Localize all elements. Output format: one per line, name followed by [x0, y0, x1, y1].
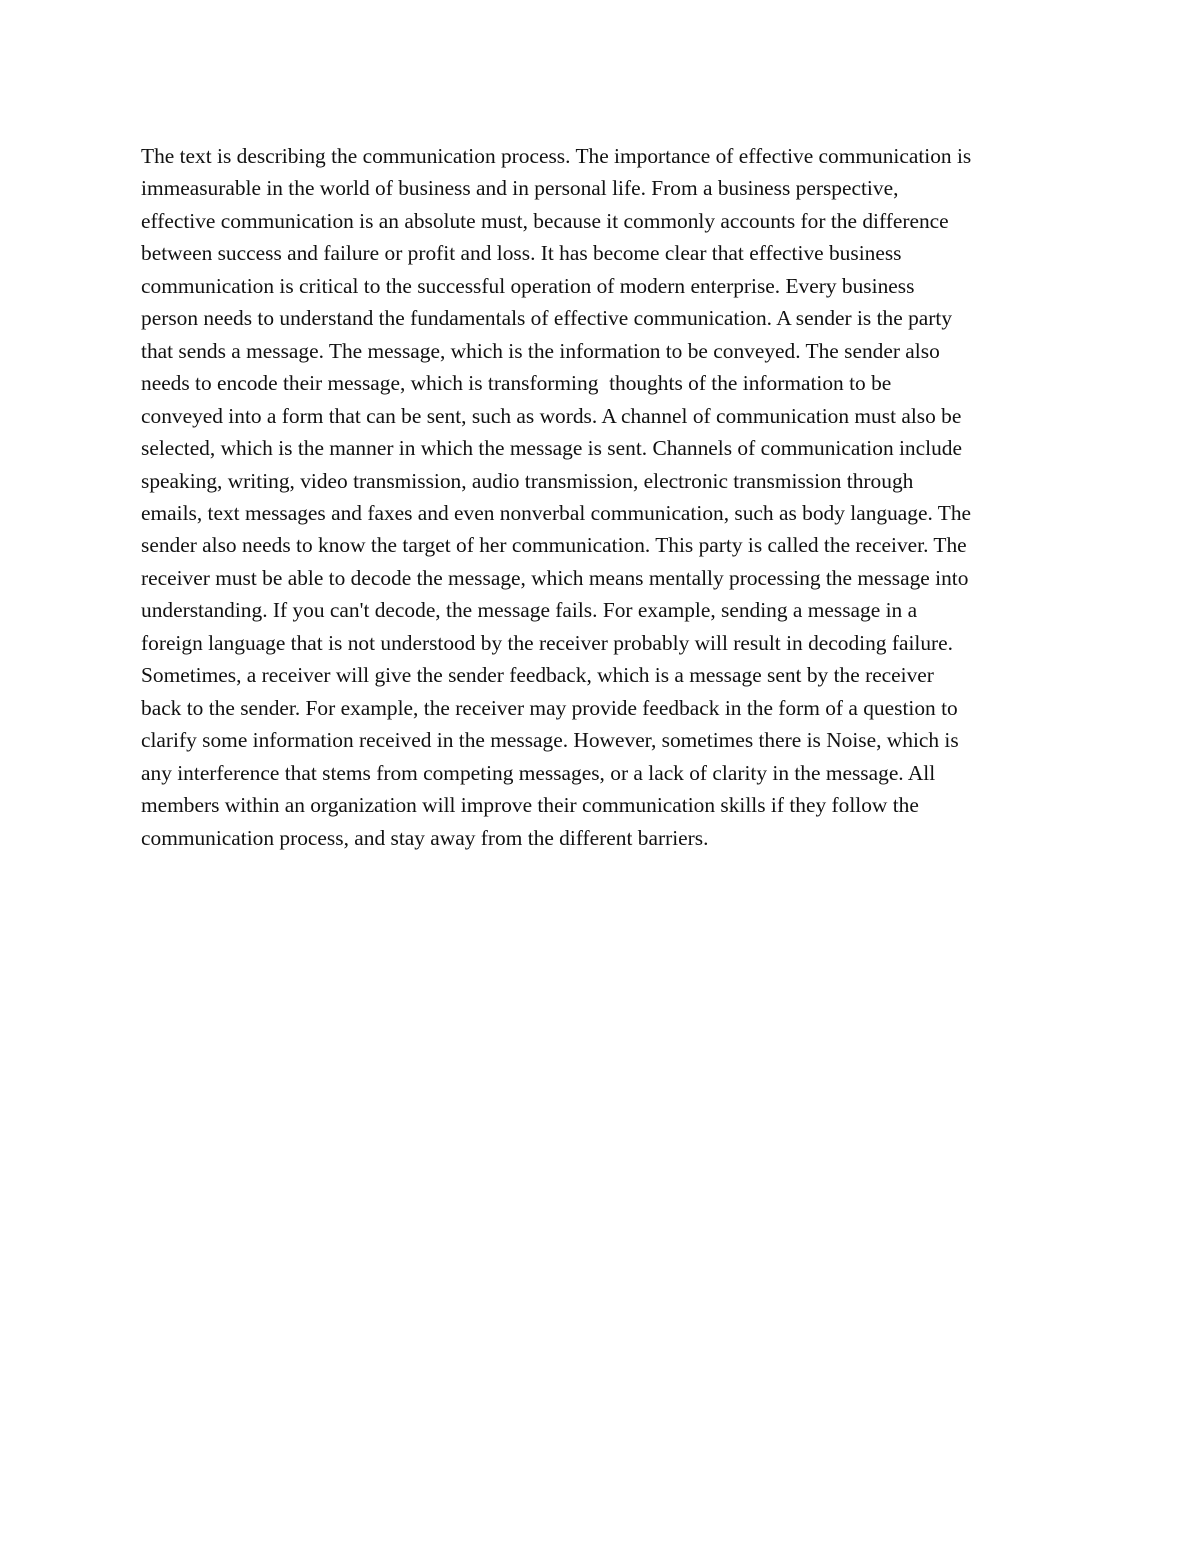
- paragraph-line: clarify some information received in the message. However, sometimes there is Noise, which is: [141, 728, 959, 753]
- paragraph-line: selected, which is the manner in which the message is sent. Channels of communication include: [141, 436, 962, 461]
- paragraph-line: Sometimes, a receiver will give the sender feedback, which is a message sent by the receiver: [141, 663, 934, 688]
- paragraph-line: The text is describing the communication process. The importance of effective communication is: [141, 144, 972, 168]
- paragraph-line: that sends a message. The message, which is the information to be conveyed. The sender also: [141, 338, 940, 363]
- paragraph-line: conveyed into a form that can be sent, such as words. A channel of communication must also be: [141, 403, 962, 428]
- paragraph-line: emails, text messages and faxes and even nonverbal communication, such as body language. The: [141, 500, 972, 525]
- paragraph-line: communication is critical to the successful operation of modern enterprise. Every business: [141, 273, 915, 298]
- paragraph-line: foreign language that is not understood by the receiver probably will result in decoding failure.: [141, 630, 954, 655]
- paragraph-line: understanding. If you can't decode, the message fails. For example, sending a message in a: [141, 598, 918, 623]
- paragraph-line: person needs to understand the fundamentals of effective communication. A sender is the party: [141, 306, 953, 331]
- paragraph-line: effective communication is an absolute must, because it commonly accounts for the difference: [141, 208, 949, 233]
- paragraph-line: members within an organization will improve their communication skills if they follow the: [141, 793, 919, 818]
- paragraph-line: needs to encode their message, which is transforming thoughts of the information to be: [141, 371, 892, 396]
- paragraph-line: receiver must be able to decode the message, which means mentally processing the message into: [141, 565, 969, 590]
- paragraph-line: back to the sender. For example, the receiver may provide feedback in the form of a question to: [141, 695, 958, 720]
- body-paragraph: [141, 140, 1081, 854]
- paragraph-line: any interference that stems from competing messages, or a lack of clarity in the message. All: [141, 760, 936, 785]
- paragraph-line: sender also needs to know the target of her communication. This party is called the receiver. The: [141, 533, 967, 558]
- paragraph-line: speaking, writing, video transmission, audio transmission, electronic transmission through: [141, 468, 914, 493]
- paragraph-line: communication process, and stay away from the different barriers.: [141, 825, 709, 850]
- paragraph-line: immeasurable in the world of business and in personal life. From a business perspective,: [141, 176, 899, 201]
- paragraph-line: between success and failure or profit and loss. It has become clear that effective business: [141, 241, 902, 266]
